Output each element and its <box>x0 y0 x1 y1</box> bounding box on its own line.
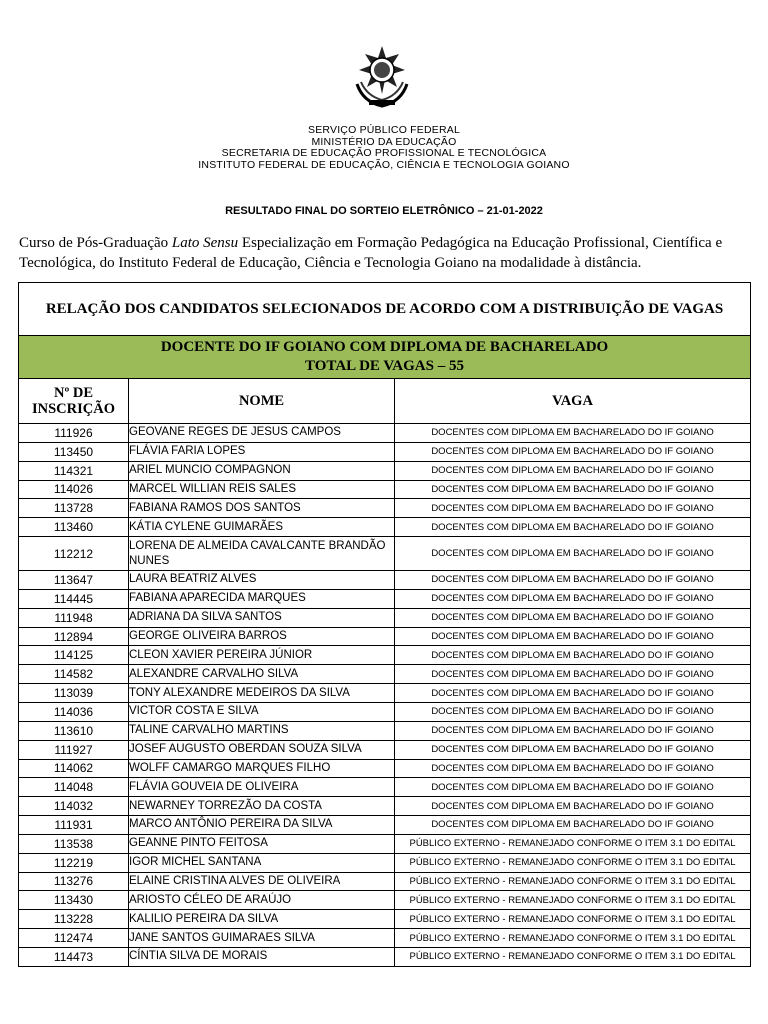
table-row <box>19 684 751 703</box>
cell-vacancy: DOCENTES COM DIPLOMA EM BACHARELADO DO IF GOIANO <box>395 740 751 759</box>
cell-vacancy: DOCENTES COM DIPLOMA EM BACHARELADO DO IF GOIANO <box>395 480 751 499</box>
cell-name: MARCO ANTÔNIO PEREIRA DA SILVA <box>129 816 395 835</box>
table-row <box>19 537 751 571</box>
table-row <box>19 442 751 461</box>
total-vacancies: TOTAL DE VAGAS – 55 <box>305 358 464 374</box>
cell-vacancy: DOCENTES COM DIPLOMA EM BACHARELADO DO IF GOIANO <box>395 665 751 684</box>
cell-registration: 113430 <box>19 891 129 910</box>
table-row <box>19 702 751 721</box>
cell-registration: 114582 <box>19 665 129 684</box>
cell-registration: 113610 <box>19 721 129 740</box>
cell-vacancy: DOCENTES COM DIPLOMA EM BACHARELADO DO IF GOIANO <box>395 778 751 797</box>
cell-vacancy: DOCENTES COM DIPLOMA EM BACHARELADO DO IF GOIANO <box>395 627 751 646</box>
cell-name: MARCEL WILLIAN REIS SALES <box>129 480 395 499</box>
cell-vacancy: DOCENTES COM DIPLOMA EM BACHARELADO DO IF GOIANO <box>395 816 751 835</box>
cell-registration: 114026 <box>19 480 129 499</box>
header-line-4: INSTITUTO FEDERAL DE EDUCAÇÃO, CIÊNCIA E TECNOLOGIA GOIANO <box>198 158 570 171</box>
cell-name: ALEXANDRE CARVALHO SILVA <box>129 665 395 684</box>
cell-vacancy: DOCENTES COM DIPLOMA EM BACHARELADO DO IF GOIANO <box>395 442 751 461</box>
cell-vacancy: DOCENTES COM DIPLOMA EM BACHARELADO DO IF GOIANO <box>395 646 751 665</box>
cell-registration: 111926 <box>19 424 129 443</box>
cell-vacancy: DOCENTES COM DIPLOMA EM BACHARELADO DO IF GOIANO <box>395 589 751 608</box>
table-row <box>19 797 751 816</box>
cell-vacancy: PÚBLICO EXTERNO - REMANEJADO CONFORME O ITEM 3.1 DO EDITAL <box>395 853 751 872</box>
cell-name: GEOVANE REGES DE JESUS CAMPOS <box>129 424 395 443</box>
cell-registration: 113460 <box>19 518 129 537</box>
cell-name: CÍNTIA SILVA DE MORAIS <box>129 947 395 966</box>
cell-name: FLÁVIA FARIA LOPES <box>129 442 395 461</box>
table-title: RELAÇÃO DOS CANDIDATOS SELECIONADOS DE ACORDO COM A DISTRIBUIÇÃO DE VAGAS <box>19 283 751 336</box>
cell-vacancy: DOCENTES COM DIPLOMA EM BACHARELADO DO IF GOIANO <box>395 797 751 816</box>
cell-vacancy: PÚBLICO EXTERNO - REMANEJADO CONFORME O ITEM 3.1 DO EDITAL <box>395 929 751 948</box>
cell-name: GEANNE PINTO FEITOSA <box>129 834 395 853</box>
cell-vacancy: PÚBLICO EXTERNO - REMANEJADO CONFORME O ITEM 3.1 DO EDITAL <box>395 910 751 929</box>
course-text-1: Curso de Pós-Graduação <box>19 235 172 251</box>
table-row <box>19 872 751 891</box>
cell-registration: 113276 <box>19 872 129 891</box>
cell-vacancy: DOCENTES COM DIPLOMA EM BACHARELADO DO IF GOIANO <box>395 499 751 518</box>
table-row <box>19 627 751 646</box>
cell-name: ARIEL MUNCIO COMPAGNON <box>129 461 395 480</box>
table-row <box>19 499 751 518</box>
column-header-registration <box>19 379 129 424</box>
table-row <box>19 721 751 740</box>
result-title: RESULTADO FINAL DO SORTEIO ELETRÔNICO – 21-01-2022 <box>225 205 543 217</box>
category-label: DOCENTE DO IF GOIANO COM DIPLOMA DE BACHARELADO <box>160 339 609 355</box>
header-line-2: MINISTÉRIO DA EDUCAÇÃO <box>311 135 457 148</box>
table-row <box>19 834 751 853</box>
cell-registration: 114062 <box>19 759 129 778</box>
cell-vacancy: PÚBLICO EXTERNO - REMANEJADO CONFORME O ITEM 3.1 DO EDITAL <box>395 834 751 853</box>
table-row <box>19 571 751 590</box>
table-row <box>19 891 751 910</box>
cell-registration: 111927 <box>19 740 129 759</box>
table-row <box>19 424 751 443</box>
cell-registration: 113647 <box>19 571 129 590</box>
cell-vacancy: DOCENTES COM DIPLOMA EM BACHARELADO DO IF GOIANO <box>395 461 751 480</box>
cell-registration: 114321 <box>19 461 129 480</box>
cell-name: VICTOR COSTA E SILVA <box>129 702 395 721</box>
cell-name: FABIANA APARECIDA MARQUES <box>129 589 395 608</box>
cell-name: NEWARNEY TORREZÃO DA COSTA <box>129 797 395 816</box>
column-header-name: NOME <box>129 379 395 424</box>
table-row <box>19 816 751 835</box>
cell-name: FABIANA RAMOS DOS SANTOS <box>129 499 395 518</box>
column-header-registration-2: INSCRIÇÃO <box>32 401 115 417</box>
cell-registration: 113039 <box>19 684 129 703</box>
table-row <box>19 518 751 537</box>
cell-vacancy: DOCENTES COM DIPLOMA EM BACHARELADO DO IF GOIANO <box>395 518 751 537</box>
cell-name: ELAINE CRISTINA ALVES DE OLIVEIRA <box>129 872 395 891</box>
cell-registration: 113728 <box>19 499 129 518</box>
table-row <box>19 910 751 929</box>
course-text-2: Especialização em Formação Pedagógica na Educação Profissional, Científica e <box>238 235 723 251</box>
header-line-3: SECRETARIA DE EDUCAÇÃO PROFISSIONAL E TECNOLÓGICA <box>221 147 547 160</box>
table-row <box>19 461 751 480</box>
cell-registration: 114032 <box>19 797 129 816</box>
cell-vacancy: DOCENTES COM DIPLOMA EM BACHARELADO DO IF GOIANO <box>395 571 751 590</box>
course-description <box>19 233 754 273</box>
cell-registration: 114445 <box>19 589 129 608</box>
table-row <box>19 589 751 608</box>
table-row <box>19 480 751 499</box>
cell-vacancy: DOCENTES COM DIPLOMA EM BACHARELADO DO IF GOIANO <box>395 608 751 627</box>
table-row <box>19 853 751 872</box>
table-row <box>19 947 751 966</box>
cell-registration: 112219 <box>19 853 129 872</box>
cell-vacancy: DOCENTES COM DIPLOMA EM BACHARELADO DO IF GOIANO <box>395 424 751 443</box>
cell-registration: 112474 <box>19 929 129 948</box>
course-text-3: Tecnológica, do Instituto Federal de Educação, Ciência e Tecnologia Goiano na modalidade à distância. <box>19 255 642 271</box>
table-row <box>19 665 751 684</box>
cell-vacancy: DOCENTES COM DIPLOMA EM BACHARELADO DO IF GOIANO <box>395 759 751 778</box>
cell-registration: 114125 <box>19 646 129 665</box>
table-row <box>19 646 751 665</box>
cell-name: LAURA BEATRIZ ALVES <box>129 571 395 590</box>
table-row <box>19 778 751 797</box>
course-text-italic: Lato Sensu <box>171 235 239 251</box>
column-header-vacancy: VAGA <box>395 379 751 424</box>
cell-vacancy: PÚBLICO EXTERNO - REMANEJADO CONFORME O ITEM 3.1 DO EDITAL <box>395 872 751 891</box>
cell-name: KÁTIA CYLENE GUIMARÃES <box>129 518 395 537</box>
table-row <box>19 740 751 759</box>
cell-name: TALINE CARVALHO MARTINS <box>129 721 395 740</box>
cell-vacancy: DOCENTES COM DIPLOMA EM BACHARELADO DO IF GOIANO <box>395 702 751 721</box>
cell-name: LORENA DE ALMEIDA CAVALCANTE BRANDÃO NUNES <box>129 537 395 571</box>
cell-registration: 111931 <box>19 816 129 835</box>
candidates-table <box>18 282 751 967</box>
cell-registration: 112894 <box>19 627 129 646</box>
cell-vacancy: DOCENTES COM DIPLOMA EM BACHARELADO DO IF GOIANO <box>395 684 751 703</box>
cell-name: WOLFF CAMARGO MARQUES FILHO <box>129 759 395 778</box>
column-header-registration-1: Nº DE <box>53 385 94 401</box>
cell-name: ARIOSTO CÉLEO DE ARAÚJO <box>129 891 395 910</box>
cell-registration: 114036 <box>19 702 129 721</box>
cell-vacancy: DOCENTES COM DIPLOMA EM BACHARELADO DO IF GOIANO <box>395 537 751 571</box>
cell-name: JANE SANTOS GUIMARAES SILVA <box>129 929 395 948</box>
table-row <box>19 759 751 778</box>
cell-name: KALILIO PEREIRA DA SILVA <box>129 910 395 929</box>
cell-vacancy: DOCENTES COM DIPLOMA EM BACHARELADO DO IF GOIANO <box>395 721 751 740</box>
coat-of-arms-seal <box>349 44 415 110</box>
table-row <box>19 929 751 948</box>
cell-registration: 112212 <box>19 537 129 571</box>
institution-header <box>0 125 768 171</box>
cell-name: JOSEF AUGUSTO OBERDAN SOUZA SILVA <box>129 740 395 759</box>
cell-registration: 113450 <box>19 442 129 461</box>
cell-registration: 111948 <box>19 608 129 627</box>
cell-registration: 113538 <box>19 834 129 853</box>
cell-vacancy: PÚBLICO EXTERNO - REMANEJADO CONFORME O ITEM 3.1 DO EDITAL <box>395 891 751 910</box>
cell-name: IGOR MICHEL SANTANA <box>129 853 395 872</box>
cell-name: CLEON XAVIER PEREIRA JÚNIOR <box>129 646 395 665</box>
cell-registration: 114048 <box>19 778 129 797</box>
header-line-1: SERVIÇO PÚBLICO FEDERAL <box>307 124 461 136</box>
cell-name: ADRIANA DA SILVA SANTOS <box>129 608 395 627</box>
cell-vacancy: PÚBLICO EXTERNO - REMANEJADO CONFORME O ITEM 3.1 DO EDITAL <box>395 947 751 966</box>
category-header <box>19 336 751 379</box>
cell-registration: 113228 <box>19 910 129 929</box>
cell-name: GEORGE OLIVEIRA BARROS <box>129 627 395 646</box>
cell-name: FLÁVIA GOUVEIA DE OLIVEIRA <box>129 778 395 797</box>
table-row <box>19 608 751 627</box>
cell-registration: 114473 <box>19 947 129 966</box>
cell-name: TONY ALEXANDRE MEDEIROS DA SILVA <box>129 684 395 703</box>
